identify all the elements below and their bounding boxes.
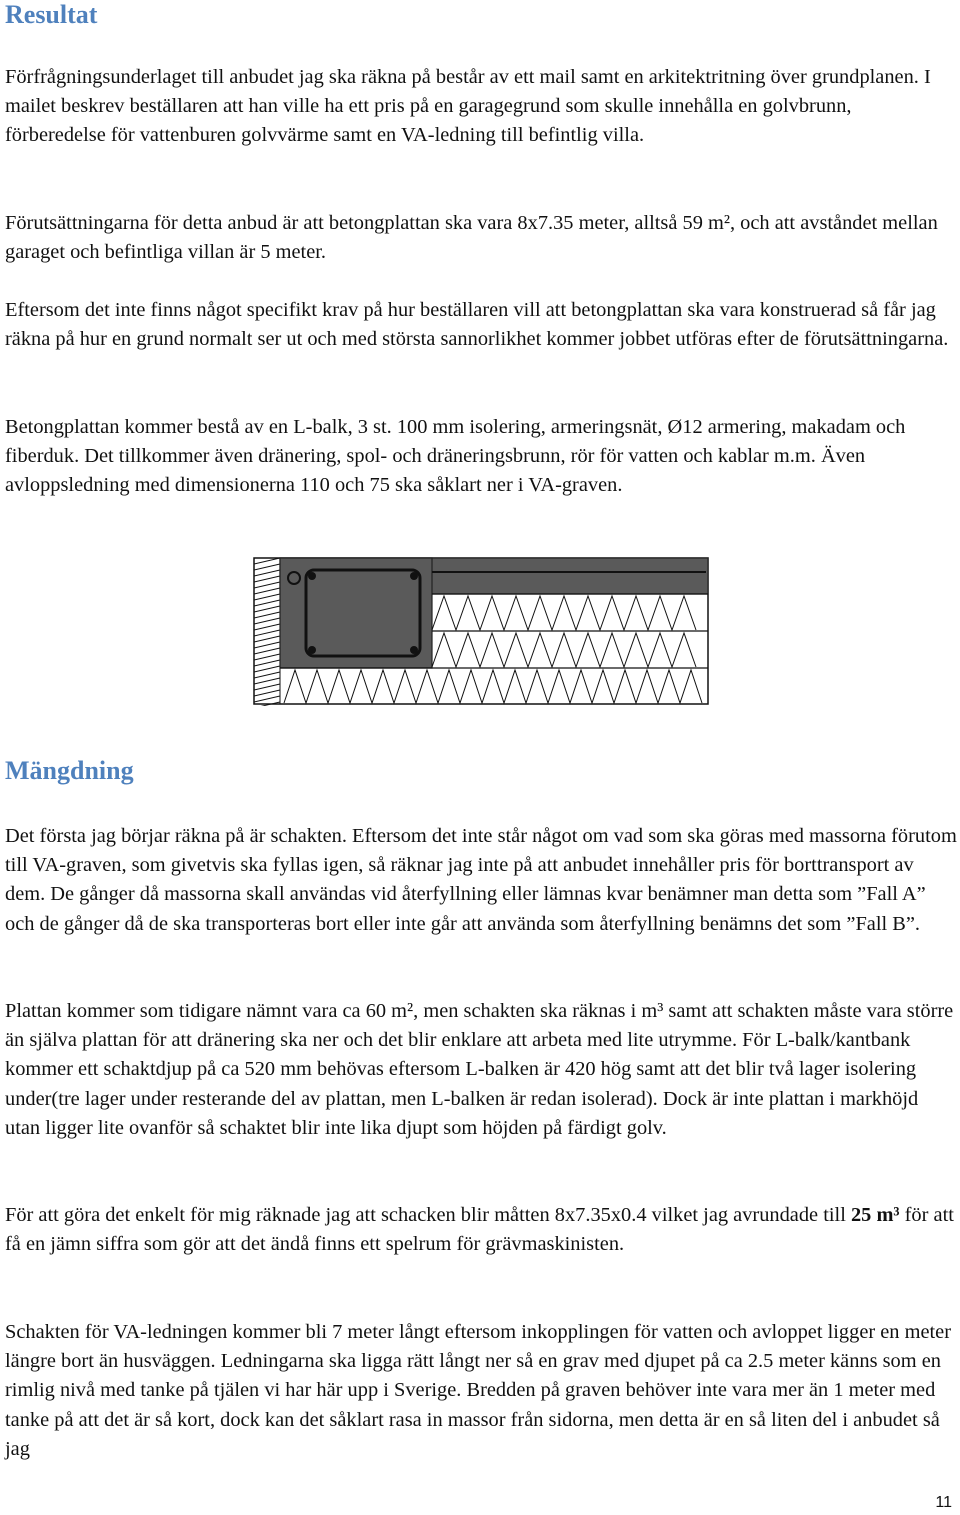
paragraph-konstruktion: Eftersom det inte finns något specifikt krav på hur beställaren vill att betongplattan ska vara konstruerad så får jag räkna på hur en grund normalt ser ut och med största sannorlikhet kommer jobbet utföras efter de förutsättningarna. <box>5 299 949 351</box>
wall-hatch-line <box>254 558 280 564</box>
paragraph-schakten: Det första jag börjar räkna på är schakten. Eftersom det inte står något om vad som ska göras med massorna förutom till VA-graven, som givetvis ska fyllas igen, så räknar jag inte på att anbudet innehåller pris för borttransport av dem. De gånger då massorna skall användas vid återfyllning eller lämnas kvar benämner man detta som ”Fall A” och de gånger då de ska transporteras bort eller inte går att använda som återfyllning benämns det som ”Fall B”. <box>5 825 957 935</box>
wall-hatch-line <box>254 618 280 624</box>
wall-hatch-line <box>254 672 280 678</box>
insulation-layer <box>284 670 702 703</box>
paragraph-schackmatt <box>5 1201 957 1259</box>
wall-hatch-line <box>254 588 280 594</box>
wall-hatch-line <box>254 654 280 660</box>
paragraph-betongplatta: Betongplattan kommer bestå av en L-balk, 3 st. 100 mm isolering, armeringsnät, Ø12 armering, makadam och fiberduk. Det tillkommer även dränering, spol- och dräneringsbrunn, rör för vatten och kablar m.m. Även avloppsledning med dimensionerna 110 och 75 ska såklart ner i VA-graven. <box>5 416 906 497</box>
wall-hatch-line <box>254 612 280 618</box>
wall-hatch-line <box>254 696 280 702</box>
insulation-layer <box>432 633 696 667</box>
text-span: För att göra det enkelt för mig räknade jag att schacken blir måtten 8x7.35x0.4 vilket jag avrundade till <box>5 1204 851 1226</box>
insulation-layer <box>432 596 696 630</box>
wall-hatch-line <box>254 564 280 570</box>
paragraph-plattan: Plattan kommer som tidigare nämnt vara ca 60 m², men schakten ska räknas i m³ samt att schakten måste vara större än själva plattan för att dränering ska ner och det blir enklare att arbeta med lite utrymme. För L-balk/kantbank kommer ett schaktdjup på ca 520 mm behövas eftersom L-balken är 420 hög samt att det blir två lager isolering under(tre lager under resterande del av plattan, men L-balken är redan isolerad). Dock är inte plattan i markhöjd utan ligger lite ovanför så schaktet blir inte lika djupt som höjden på färdigt golv. <box>5 1000 954 1139</box>
wall-hatch-line <box>254 690 280 696</box>
wall-hatch-line <box>254 600 280 606</box>
wall-hatch-line <box>254 576 280 582</box>
wall-hatch-line <box>254 684 280 690</box>
wall-hatch-line <box>254 642 280 648</box>
paragraph-forfragningsunderlag: Förfrågningsunderlaget till anbudet jag ska räkna på består av ett mail samt en arkitektritning över grundplanen. I mailet beskrev beställaren att han ville ha ett pris på en garagegrund som skulle innehålla en golvbrunn, förberedelse för vattenburen golvvärme samt en VA-ledning till befintlig villa. <box>5 66 931 147</box>
wall-hatch-line <box>254 570 280 576</box>
text-span: för att få en jämn siffra som gör att det ändå finns ett spelrum för grävmaskinisten. <box>5 1204 954 1256</box>
paragraph-forutsattningar: Förutsättningarna för detta anbud är att betongplattan ska vara 8x7.35 meter, alltså 59 m², och att avståndet mellan garaget och befintliga villan är 5 meter. <box>5 212 938 264</box>
l-balk-section-drawing <box>250 556 710 706</box>
l-beam <box>280 558 432 668</box>
wall-hatch-line <box>254 582 280 588</box>
wall-hatch-line <box>254 636 280 642</box>
wall-hatch-line <box>254 660 280 666</box>
wall-hatch-line <box>254 606 280 612</box>
wall-hatch-line <box>254 594 280 600</box>
heading-mangdning: Mängdning <box>5 756 134 785</box>
page-number: 11 <box>935 1494 952 1511</box>
wall-hatch-line <box>254 678 280 684</box>
volume-value: 25 m³ <box>850 1204 900 1226</box>
wall-hatch-line <box>254 648 280 654</box>
paragraph-va-ledning: Schakten för VA-ledningen kommer bli 7 meter långt eftersom inkopplingen för vatten och avloppet ligger en meter längre bort än husväggen. Ledningarna ska ligga rätt långt ner så en grav med djupet på ca 2.5 meter känns som en rimlig nivå med tanke på tjälen vi har här upp i Sverige. Bredden på graven behöver inte vara mer än 1 meter med tanke på att det är så kort, dock kan det såklart rasa in massor från sidorna, men detta är en så liten del i anbudet så jag <box>5 1321 952 1460</box>
wall-hatch-line <box>254 624 280 630</box>
wall-hatch-line <box>254 666 280 672</box>
wall-hatch-line <box>254 630 280 636</box>
heading-resultat: Resultat <box>5 0 98 29</box>
